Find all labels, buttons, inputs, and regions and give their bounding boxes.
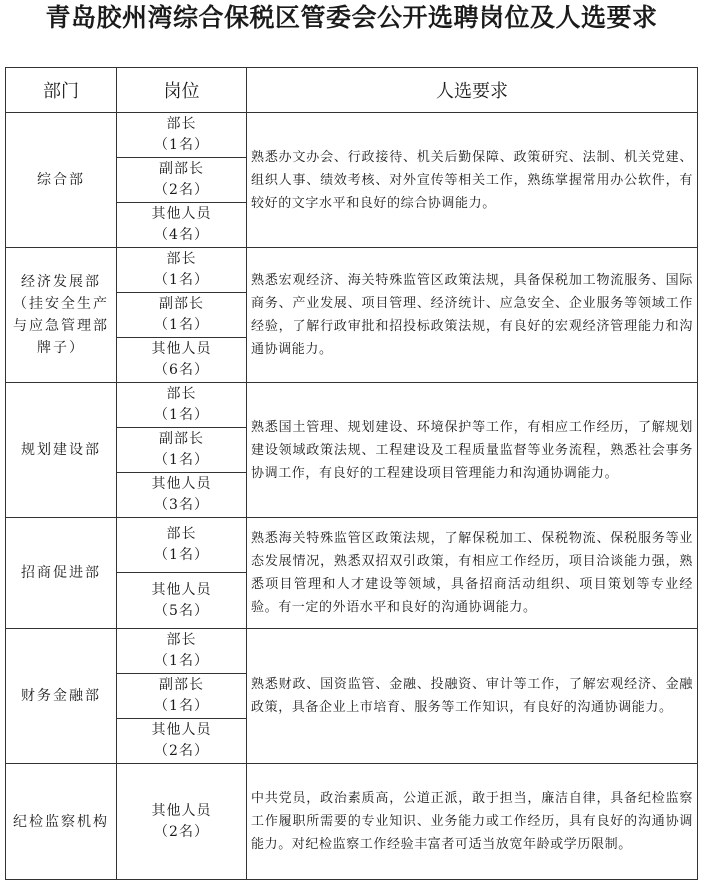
position-count: （2名） <box>154 743 209 759</box>
position-title: 副部长 <box>159 161 204 177</box>
position-cell <box>117 113 247 158</box>
position-title: 其他人员 <box>151 581 212 598</box>
position-count: （2名） <box>154 823 209 840</box>
page-title: 青岛胶州湾综合保税区管委会公开选聘岗位及人选要求 <box>45 3 658 32</box>
position-title: 副部长 <box>159 677 204 693</box>
position-cell <box>117 203 247 248</box>
position-title: 其他人员 <box>151 341 212 357</box>
position-count: （1名） <box>154 272 209 288</box>
position-count: （1名） <box>154 452 209 468</box>
position-count: （5名） <box>154 602 209 619</box>
position-cell <box>117 629 247 674</box>
position-cell <box>117 674 247 719</box>
position-title: 部长 <box>166 116 197 132</box>
header-position: 岗位 <box>117 68 247 113</box>
position-count: （1名） <box>154 547 209 563</box>
position-cell <box>117 719 247 764</box>
position-count: （6名） <box>154 362 209 378</box>
position-title: 其他人员 <box>151 476 212 492</box>
header-requirements: 人选要求 <box>247 68 698 113</box>
position-cell <box>117 338 247 383</box>
position-count: （1名） <box>154 407 209 423</box>
position-count: （1名） <box>154 317 209 333</box>
dept-cell: 经济发展部（挂安全生产与应急管理部牌子） <box>6 248 117 383</box>
requirements-cell: 熟悉海关特殊监管区政策法规，了解保税加工、保税物流、保税服务等业态发展情况，熟悉双招双引政策，有相应工作经历，项目洽谈能力强，熟悉项目管理和人才建设等领域，具备招商活动组织、项目策划等专业经验。有一定的外语水平和良好的沟通协调能力。 <box>247 518 698 629</box>
table-header-row <box>6 68 698 113</box>
position-count: （3名） <box>154 497 209 513</box>
table-row <box>6 764 698 880</box>
table-row <box>6 383 698 428</box>
position-cell <box>117 293 247 338</box>
requirements-cell: 中共党员，政治素质高，公道正派，敢于担当，廉洁自律，具备纪检监察工作履职所需要的专业知识、业务能力或工作经历，具有良好的沟通协调能力。对纪检监察工作经验丰富者可适当放宽年龄或学历限制。 <box>247 764 698 880</box>
dept-cell: 招商促进部 <box>6 518 117 629</box>
position-title: 其他人员 <box>151 802 212 819</box>
position-title: 副部长 <box>159 296 204 312</box>
position-title: 部长 <box>166 526 197 542</box>
position-cell <box>117 248 247 293</box>
table-row <box>6 518 698 573</box>
dept-cell: 规划建设部 <box>6 383 117 518</box>
position-cell <box>117 764 247 880</box>
requirements-cell: 熟悉办文办会、行政接待、机关后勤保障、政策研究、法制、机关党建、组织人事、绩效考核、对外宣传等相关工作，熟练掌握常用办公软件，有较好的文字水平和良好的综合协调能力。 <box>247 113 698 248</box>
position-title: 部长 <box>166 386 197 402</box>
table-row <box>6 629 698 674</box>
position-title: 其他人员 <box>151 722 212 738</box>
position-title: 副部长 <box>159 431 204 447</box>
position-count: （1名） <box>154 137 209 153</box>
position-count: （2名） <box>154 182 209 198</box>
position-title: 其他人员 <box>151 206 212 222</box>
position-count: （4名） <box>154 227 209 243</box>
position-count: （1名） <box>154 698 209 714</box>
position-cell <box>117 428 247 473</box>
position-cell <box>117 383 247 428</box>
position-count: （1名） <box>154 653 209 669</box>
position-cell <box>117 518 247 573</box>
dept-cell: 财务金融部 <box>6 629 117 764</box>
dept-cell: 综合部 <box>6 113 117 248</box>
position-cell <box>117 473 247 518</box>
position-cell <box>117 158 247 203</box>
table-row <box>6 248 698 293</box>
table-row <box>6 113 698 158</box>
dept-cell: 纪检监察机构 <box>6 764 117 880</box>
position-title: 部长 <box>166 251 197 267</box>
requirements-cell: 熟悉财政、国资监管、金融、投融资、审计等工作，了解宏观经济、金融政策，具备企业上市培育、服务等工作知识，有良好的沟通协调能力。 <box>247 629 698 764</box>
requirements-cell: 熟悉国土管理、规划建设、环境保护等工作，有相应工作经历，了解规划建设领域政策法规、工程建设及工程质量监督等业务流程，熟悉社会事务协调工作，有良好的工程建设项目管理能力和沟通协调能力。 <box>247 383 698 518</box>
positions-table <box>5 67 698 880</box>
position-cell <box>117 573 247 629</box>
header-dept: 部门 <box>6 68 117 113</box>
position-title: 部长 <box>166 632 197 648</box>
requirements-cell: 熟悉宏观经济、海关特殊监管区政策法规，具备保税加工物流服务、国际商务、产业发展、项目管理、经济统计、应急安全、企业服务等领域工作经验，了解行政审批和招投标政策法规，有良好的宏观经济管理能力和沟通协调能力。 <box>247 248 698 383</box>
